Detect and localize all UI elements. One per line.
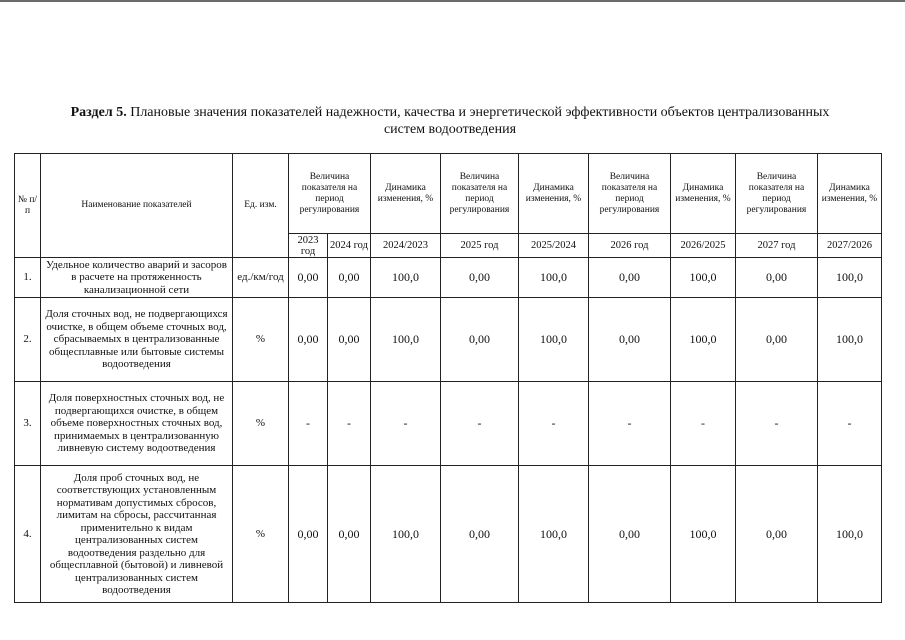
indicators-table: [14, 153, 882, 603]
row-value: -: [441, 382, 519, 466]
header-value-2027: Величина показателя на период регулирования: [736, 154, 818, 234]
header-dynamics-2025: Динамика изменения, %: [519, 154, 589, 234]
row-value: 100,0: [671, 466, 736, 603]
row-value: 0,00: [441, 258, 519, 298]
row-unit: %: [233, 466, 289, 603]
section-title-text: Плановые значения показателей надежности, качества и энергетической эффективности объектов централизованных систем водоотведения: [126, 105, 830, 137]
row-value: -: [818, 382, 882, 466]
table-row: [15, 298, 882, 382]
row-value: 100,0: [519, 466, 589, 603]
row-value: 0,00: [589, 466, 671, 603]
year-2023: 2023 год: [289, 234, 328, 258]
year-2026: 2026 год: [589, 234, 671, 258]
row-value: 0,00: [328, 466, 371, 603]
ratio-2024-2023: 2024/2023: [371, 234, 441, 258]
row-value: 0,00: [736, 466, 818, 603]
row-value: 100,0: [371, 466, 441, 603]
row-value: 0,00: [289, 258, 328, 298]
row-num: 2.: [15, 298, 41, 382]
header-value-2026: Величина показателя на период регулирования: [589, 154, 671, 234]
row-num: 1.: [15, 258, 41, 298]
table-row: [15, 466, 882, 603]
row-value: 0,00: [328, 258, 371, 298]
header-value-2023-2024: Величина показателя на период регулирования: [289, 154, 371, 234]
header-value-2025: Величина показателя на период регулирования: [441, 154, 519, 234]
row-name: Доля поверхностных сточных вод, не подвергающихся очистке, в общем объеме поверхностных сточных вод, принимаемых в централизованную ливневую систему водоотведения: [41, 382, 233, 466]
table-row: [15, 258, 882, 298]
header-num: № п/п: [15, 154, 41, 258]
year-2025: 2025 год: [441, 234, 519, 258]
row-value: 0,00: [736, 258, 818, 298]
row-value: 100,0: [818, 298, 882, 382]
year-2027: 2027 год: [736, 234, 818, 258]
row-value: 0,00: [589, 258, 671, 298]
row-value: -: [736, 382, 818, 466]
header-dynamics-2026: Динамика изменения, %: [671, 154, 736, 234]
row-name: Доля сточных вод, не подвергающихся очистке, в общем объеме сточных вод, сбрасываемых в централизованные общесплавные или бытовые системы водоотведения: [41, 298, 233, 382]
row-unit: ед./км/год: [233, 258, 289, 298]
ratio-2025-2024: 2025/2024: [519, 234, 589, 258]
row-name: Удельное количество аварий и засоров в расчете на протяженность канализационной сети: [41, 258, 233, 298]
table-row: [15, 382, 882, 466]
row-value: 0,00: [736, 298, 818, 382]
top-rule: [0, 0, 905, 2]
row-value: 100,0: [371, 258, 441, 298]
row-value: 0,00: [589, 298, 671, 382]
row-value: -: [671, 382, 736, 466]
header-dynamics-2027: Динамика изменения, %: [818, 154, 882, 234]
header-unit: Ед. изм.: [233, 154, 289, 258]
header-dynamics-2024: Динамика изменения, %: [371, 154, 441, 234]
row-name: Доля проб сточных вод, не соответствующих установленным нормативам допустимых сбросов, лимитам на сбросы, рассчитанная применительно к видам централизованных систем водоотведения раздельно для общесплавной (бытовой) и ливневой централизованных систем водоотведения: [41, 466, 233, 603]
header-row: [15, 154, 882, 234]
row-value: 100,0: [818, 258, 882, 298]
ratio-2027-2026: 2027/2026: [818, 234, 882, 258]
row-value: 100,0: [519, 298, 589, 382]
row-value: 0,00: [441, 466, 519, 603]
row-value: 100,0: [671, 258, 736, 298]
row-value: 100,0: [671, 298, 736, 382]
row-value: -: [328, 382, 371, 466]
year-2024: 2024 год: [328, 234, 371, 258]
row-value: 0,00: [441, 298, 519, 382]
row-value: 100,0: [519, 258, 589, 298]
row-unit: %: [233, 298, 289, 382]
header-name: Наименование показателей: [41, 154, 233, 258]
section-title: [60, 104, 840, 138]
row-value: 0,00: [289, 466, 328, 603]
ratio-2026-2025: 2026/2025: [671, 234, 736, 258]
row-num: 4.: [15, 466, 41, 603]
section-title-bold: Раздел 5.: [70, 105, 127, 120]
row-unit: %: [233, 382, 289, 466]
row-num: 3.: [15, 382, 41, 466]
row-value: -: [519, 382, 589, 466]
row-value: 0,00: [289, 298, 328, 382]
row-value: -: [289, 382, 328, 466]
row-value: 0,00: [328, 298, 371, 382]
row-value: 100,0: [371, 298, 441, 382]
row-value: -: [589, 382, 671, 466]
row-value: 100,0: [818, 466, 882, 603]
row-value: -: [371, 382, 441, 466]
